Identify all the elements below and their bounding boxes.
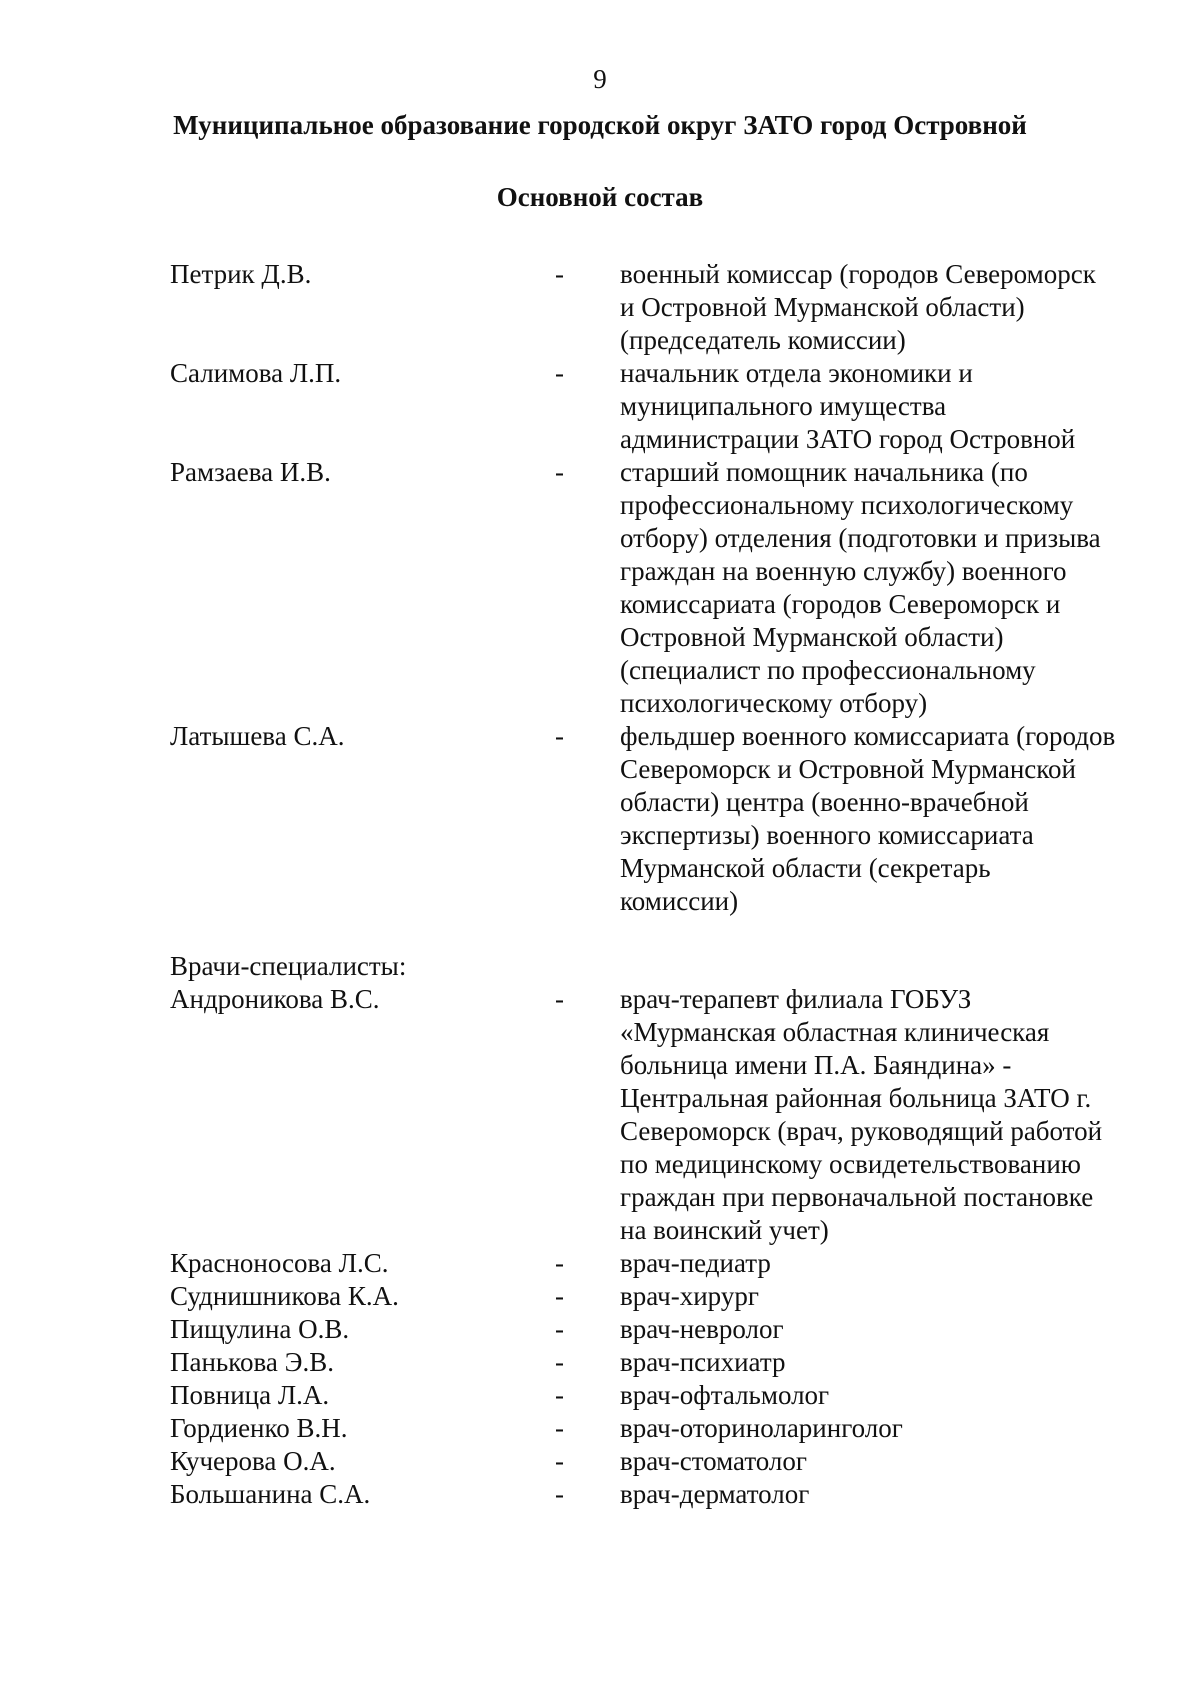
member-role: [620, 1445, 1160, 1478]
role-line: «Мурманская областная клиническая: [620, 1017, 1050, 1047]
role-line: Североморск и Островной Мурманской: [620, 754, 1076, 784]
separator-dash: -: [555, 259, 564, 289]
role-line: Мурманской области (секретарь: [620, 853, 991, 883]
role-line: комиссии): [620, 886, 739, 916]
member-role: [620, 1379, 1160, 1412]
role-line: (специалист по профессиональному: [620, 655, 1036, 685]
role-line: по медицинскому освидетельствованию: [620, 1149, 1081, 1179]
role-line: граждан на военную службу) военного: [620, 556, 1067, 586]
role-line: фельдшер военного комиссариата (городов: [620, 721, 1116, 751]
role-line: врач-хирург: [620, 1281, 759, 1311]
separator-dash: -: [555, 1281, 564, 1311]
separator-dash: -: [555, 1248, 564, 1278]
role-line: администрации ЗАТО город Островной: [620, 424, 1076, 454]
member-role: [620, 258, 1160, 357]
role-line: военный комиссар (городов Североморск: [620, 259, 1096, 289]
member-name: Большанина С.А.: [170, 1479, 371, 1509]
member-role: [620, 1313, 1160, 1346]
separator-dash: -: [555, 358, 564, 388]
role-line: врач-оториноларинголог: [620, 1413, 903, 1443]
member-name: Петрик Д.В.: [170, 259, 312, 289]
member-row: [170, 1280, 1160, 1313]
role-line: врач-офтальмолог: [620, 1380, 830, 1410]
separator-dash: -: [555, 1314, 564, 1344]
member-row: [170, 1478, 1160, 1511]
member-row: [170, 456, 1160, 720]
role-line: экспертизы) военного комиссариата: [620, 820, 1034, 850]
member-row: [170, 1247, 1160, 1280]
role-line: и Островной Мурманской области): [620, 292, 1025, 322]
member-name: Суднишникова К.А.: [170, 1281, 399, 1311]
role-line: старший помощник начальника (по: [620, 457, 1028, 487]
member-role: [620, 1280, 1160, 1313]
member-row: [170, 720, 1160, 918]
role-line: граждан при первоначальной постановке: [620, 1182, 1094, 1212]
role-line: области) центра (военно-врачебной: [620, 787, 1029, 817]
role-line: врач-терапевт филиала ГОБУЗ: [620, 984, 972, 1014]
member-name: Рамзаева И.В.: [170, 457, 331, 487]
role-line: врач-дерматолог: [620, 1479, 810, 1509]
specialists-list: [170, 983, 1160, 1511]
member-role: [620, 456, 1160, 720]
member-row: [170, 1412, 1160, 1445]
member-row: [170, 983, 1160, 1247]
role-line: Центральная районная больница ЗАТО г.: [620, 1083, 1092, 1113]
role-line: Североморск (врач, руководящий работой: [620, 1116, 1103, 1146]
member-name: Салимова Л.П.: [170, 358, 342, 388]
separator-dash: -: [555, 721, 564, 751]
member-row: [170, 357, 1160, 456]
member-name: Панькова Э.В.: [170, 1347, 334, 1377]
member-name: Андроникова В.С.: [170, 984, 380, 1014]
member-role: [620, 720, 1160, 918]
page-number: 9: [593, 64, 607, 94]
separator-dash: -: [555, 1380, 564, 1410]
member-name: Пищулина О.В.: [170, 1314, 350, 1344]
member-role: [620, 1346, 1160, 1379]
member-row: [170, 1445, 1160, 1478]
member-name: Кучерова О.А.: [170, 1446, 336, 1476]
commission-list: [170, 258, 1160, 1511]
member-row: [170, 1379, 1160, 1412]
role-line: комиссариата (городов Североморск и: [620, 589, 1061, 619]
specialists-heading: Врачи-специалисты:: [170, 951, 407, 981]
member-name: Красноносова Л.С.: [170, 1248, 389, 1278]
role-line: отбору) отделения (подготовки и призыва: [620, 523, 1101, 553]
role-line: на воинский учет): [620, 1215, 829, 1245]
role-line: муниципального имущества: [620, 391, 947, 421]
member-name: Гордиенко В.Н.: [170, 1413, 348, 1443]
role-line: (председатель комиссии): [620, 325, 906, 355]
separator-dash: -: [555, 984, 564, 1014]
role-line: больница имени П.А. Баяндина» -: [620, 1050, 1012, 1080]
role-line: Островной Мурманской области): [620, 622, 1004, 652]
separator-dash: -: [555, 1413, 564, 1443]
role-line: профессиональному психологическому: [620, 490, 1074, 520]
member-name: Латышева С.А.: [170, 721, 345, 751]
section-subtitle: Основной состав: [496, 182, 704, 212]
role-line: начальник отдела экономики и: [620, 358, 973, 388]
member-role: [620, 983, 1160, 1247]
main-members-list: [170, 258, 1160, 918]
member-row: [170, 1313, 1160, 1346]
member-role: [620, 357, 1160, 456]
separator-dash: -: [555, 1479, 564, 1509]
role-line: врач-стоматолог: [620, 1446, 807, 1476]
member-role: [620, 1478, 1160, 1511]
document-title: Муниципальное образование городской округ ЗАТО город Островной: [173, 110, 1027, 140]
role-line: врач-психиатр: [620, 1347, 786, 1377]
separator-dash: -: [555, 1347, 564, 1377]
member-role: [620, 1247, 1160, 1280]
member-name: Повница Л.А.: [170, 1380, 330, 1410]
member-row: [170, 258, 1160, 357]
member-row: [170, 1346, 1160, 1379]
role-line: врач-педиатр: [620, 1248, 771, 1278]
separator-dash: -: [555, 457, 564, 487]
role-line: психологическому отбору): [620, 688, 928, 718]
role-line: врач-невролог: [620, 1314, 784, 1344]
member-role: [620, 1412, 1160, 1445]
separator-dash: -: [555, 1446, 564, 1476]
